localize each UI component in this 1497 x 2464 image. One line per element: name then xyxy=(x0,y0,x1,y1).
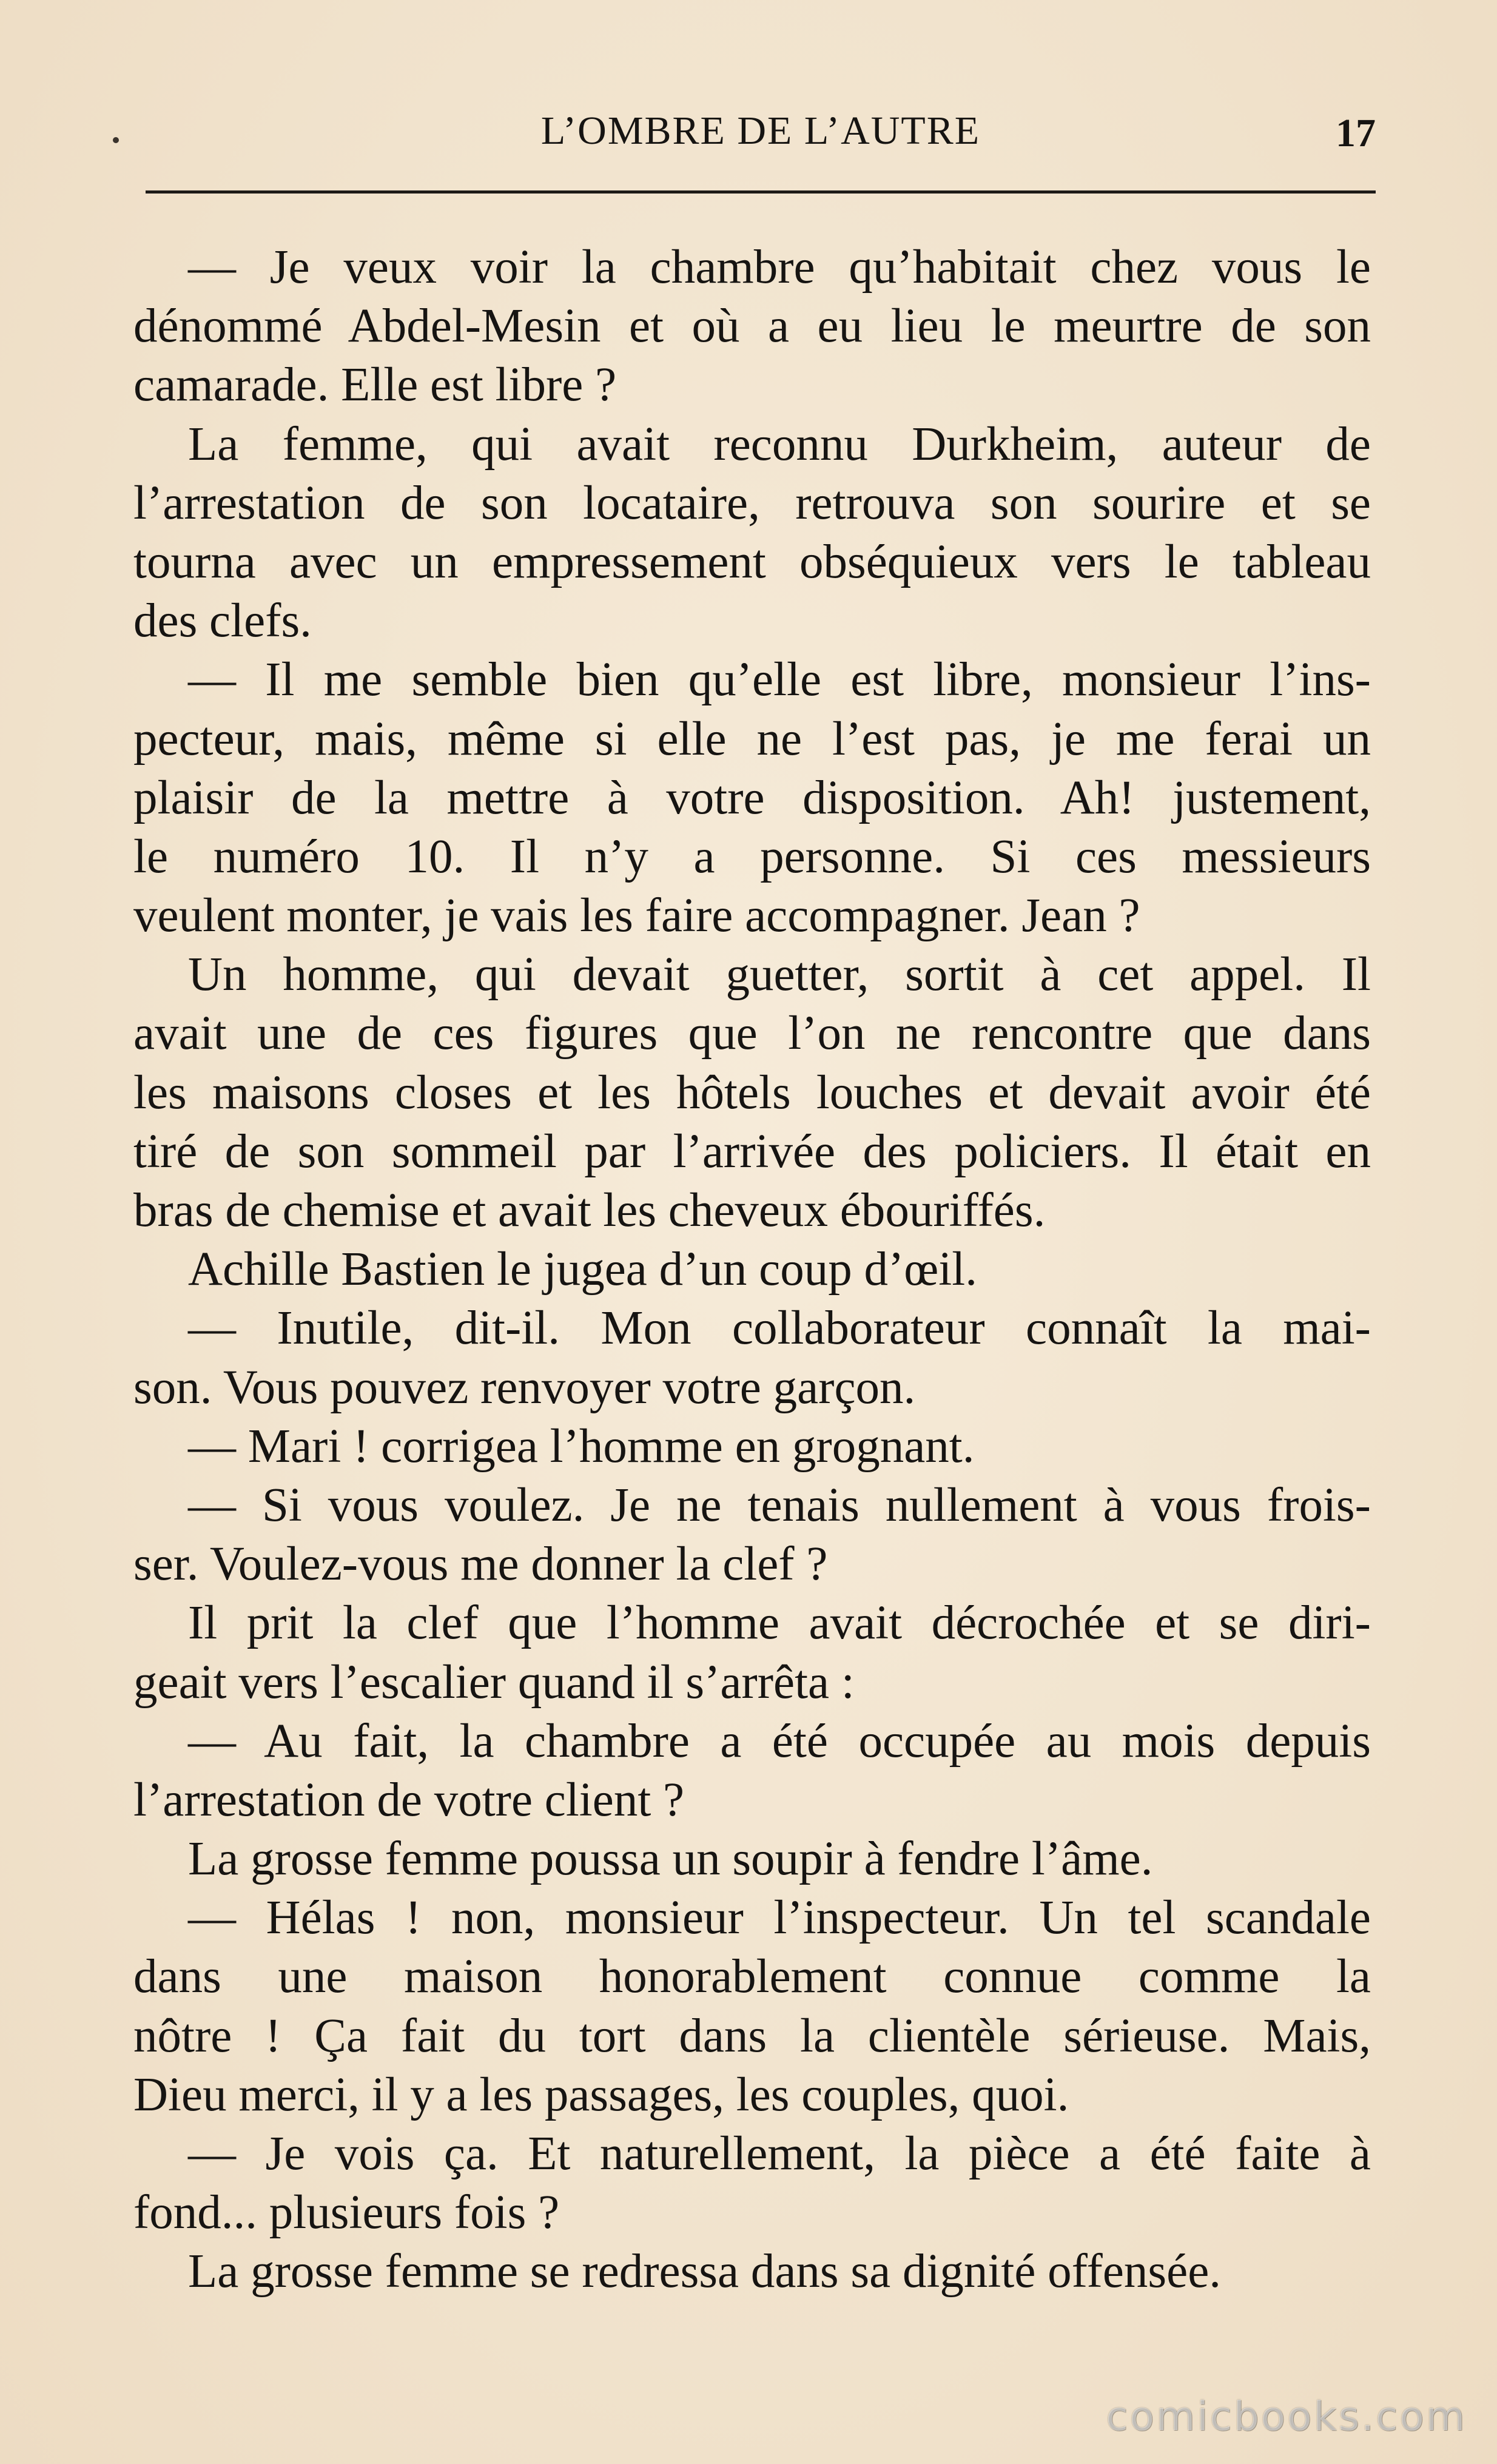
text-line: La grosse femme poussa un soupir à fendre l’âme. xyxy=(188,1833,1153,1886)
text-line: ser. Voulez-vous me donner la clef ? xyxy=(133,1538,828,1591)
text-line: Il prit la clef que l’homme avait décrochée et se diri- xyxy=(188,1597,1371,1650)
text-line: Un homme, qui devait guetter, sortit à cet appel. Il xyxy=(188,948,1371,1001)
watermark: comicbooks.com xyxy=(1106,2393,1467,2440)
text-line: avait une de ces figures que l’on ne rencontre que dans xyxy=(133,1007,1371,1060)
text-line: l’arrestation de votre client ? xyxy=(133,1773,685,1826)
text-line: — Hélas ! non, monsieur l’inspecteur. Un tel scandale xyxy=(188,1891,1371,1945)
text-line: l’arrestation de son locataire, retrouva son sourire et se xyxy=(133,476,1371,530)
text-line: — Il me semble bien qu’elle est libre, monsieur l’ins- xyxy=(188,653,1371,707)
text-line: le numéro 10. Il n’y a personne. Si ces messieurs xyxy=(133,830,1371,883)
text-line: La grosse femme se redressa dans sa dignité offensée. xyxy=(188,2245,1222,2298)
text-line: geait vers l’escalier quand il s’arrêta : xyxy=(133,1655,855,1709)
text-line: camarade. Elle est libre ? xyxy=(133,358,617,412)
page-header xyxy=(146,103,1376,170)
running-title: L’OMBRE DE L’AUTRE xyxy=(540,109,981,153)
text-line: Dieu merci, il y a les passages, les couples, quoi. xyxy=(133,2068,1069,2121)
body-text xyxy=(133,238,1371,2301)
page-number: 17 xyxy=(1336,111,1376,155)
text-line: bras de chemise et avait les cheveux ébouriffés. xyxy=(133,1184,1046,1237)
text-line: fond... plusieurs fois ? xyxy=(133,2186,560,2240)
text-line: nôtre ! Ça fait du tort dans la clientèle sérieuse. Mais, xyxy=(133,2009,1371,2062)
text-line: son. Vous pouvez renvoyer votre garçon. xyxy=(133,1361,916,1414)
text-line: — Mari ! corrigea l’homme en grognant. xyxy=(188,1419,975,1473)
text-line: des clefs. xyxy=(133,594,312,648)
text-line: plaisir de la mettre à votre disposition. Ah! justement, xyxy=(133,771,1371,824)
text-line: dans une maison honorablement connue comme la xyxy=(133,1950,1371,2004)
text-line: les maisons closes et les hôtels louches et devait avoir été xyxy=(133,1066,1371,1119)
text-line: — Au fait, la chambre a été occupée au mois depuis xyxy=(188,1714,1371,1768)
text-line: Achille Bastien le jugea d’un coup d’œil. xyxy=(188,1243,977,1296)
header-rule xyxy=(146,190,1376,194)
text-line: pecteur, mais, même si elle ne l’est pas, je me ferai un xyxy=(133,712,1371,766)
text-line: — Inutile, dit-il. Mon collaborateur connaît la mai- xyxy=(188,1302,1371,1355)
text-line: — Je vois ça. Et naturellement, la pièce a été faite à xyxy=(188,2127,1371,2180)
text-line: — Si vous voulez. Je ne tenais nullement à vous frois- xyxy=(188,1478,1371,1532)
text-line: tourna avec un empressement obséquieux vers le tableau xyxy=(133,535,1371,588)
text-line: — Je veux voir la chambre qu’habitait chez vous le xyxy=(188,241,1371,294)
print-speck xyxy=(113,137,119,143)
text-line: tiré de son sommeil par l’arrivée des policiers. Il était en xyxy=(133,1125,1371,1178)
text-line: veulent monter, je vais les faire accompagner. Jean ? xyxy=(133,889,1140,943)
text-line: dénommé Abdel-Mesin et où a eu lieu le meurtre de son xyxy=(133,300,1371,353)
text-line: La femme, qui avait reconnu Durkheim, auteur de xyxy=(188,417,1371,471)
